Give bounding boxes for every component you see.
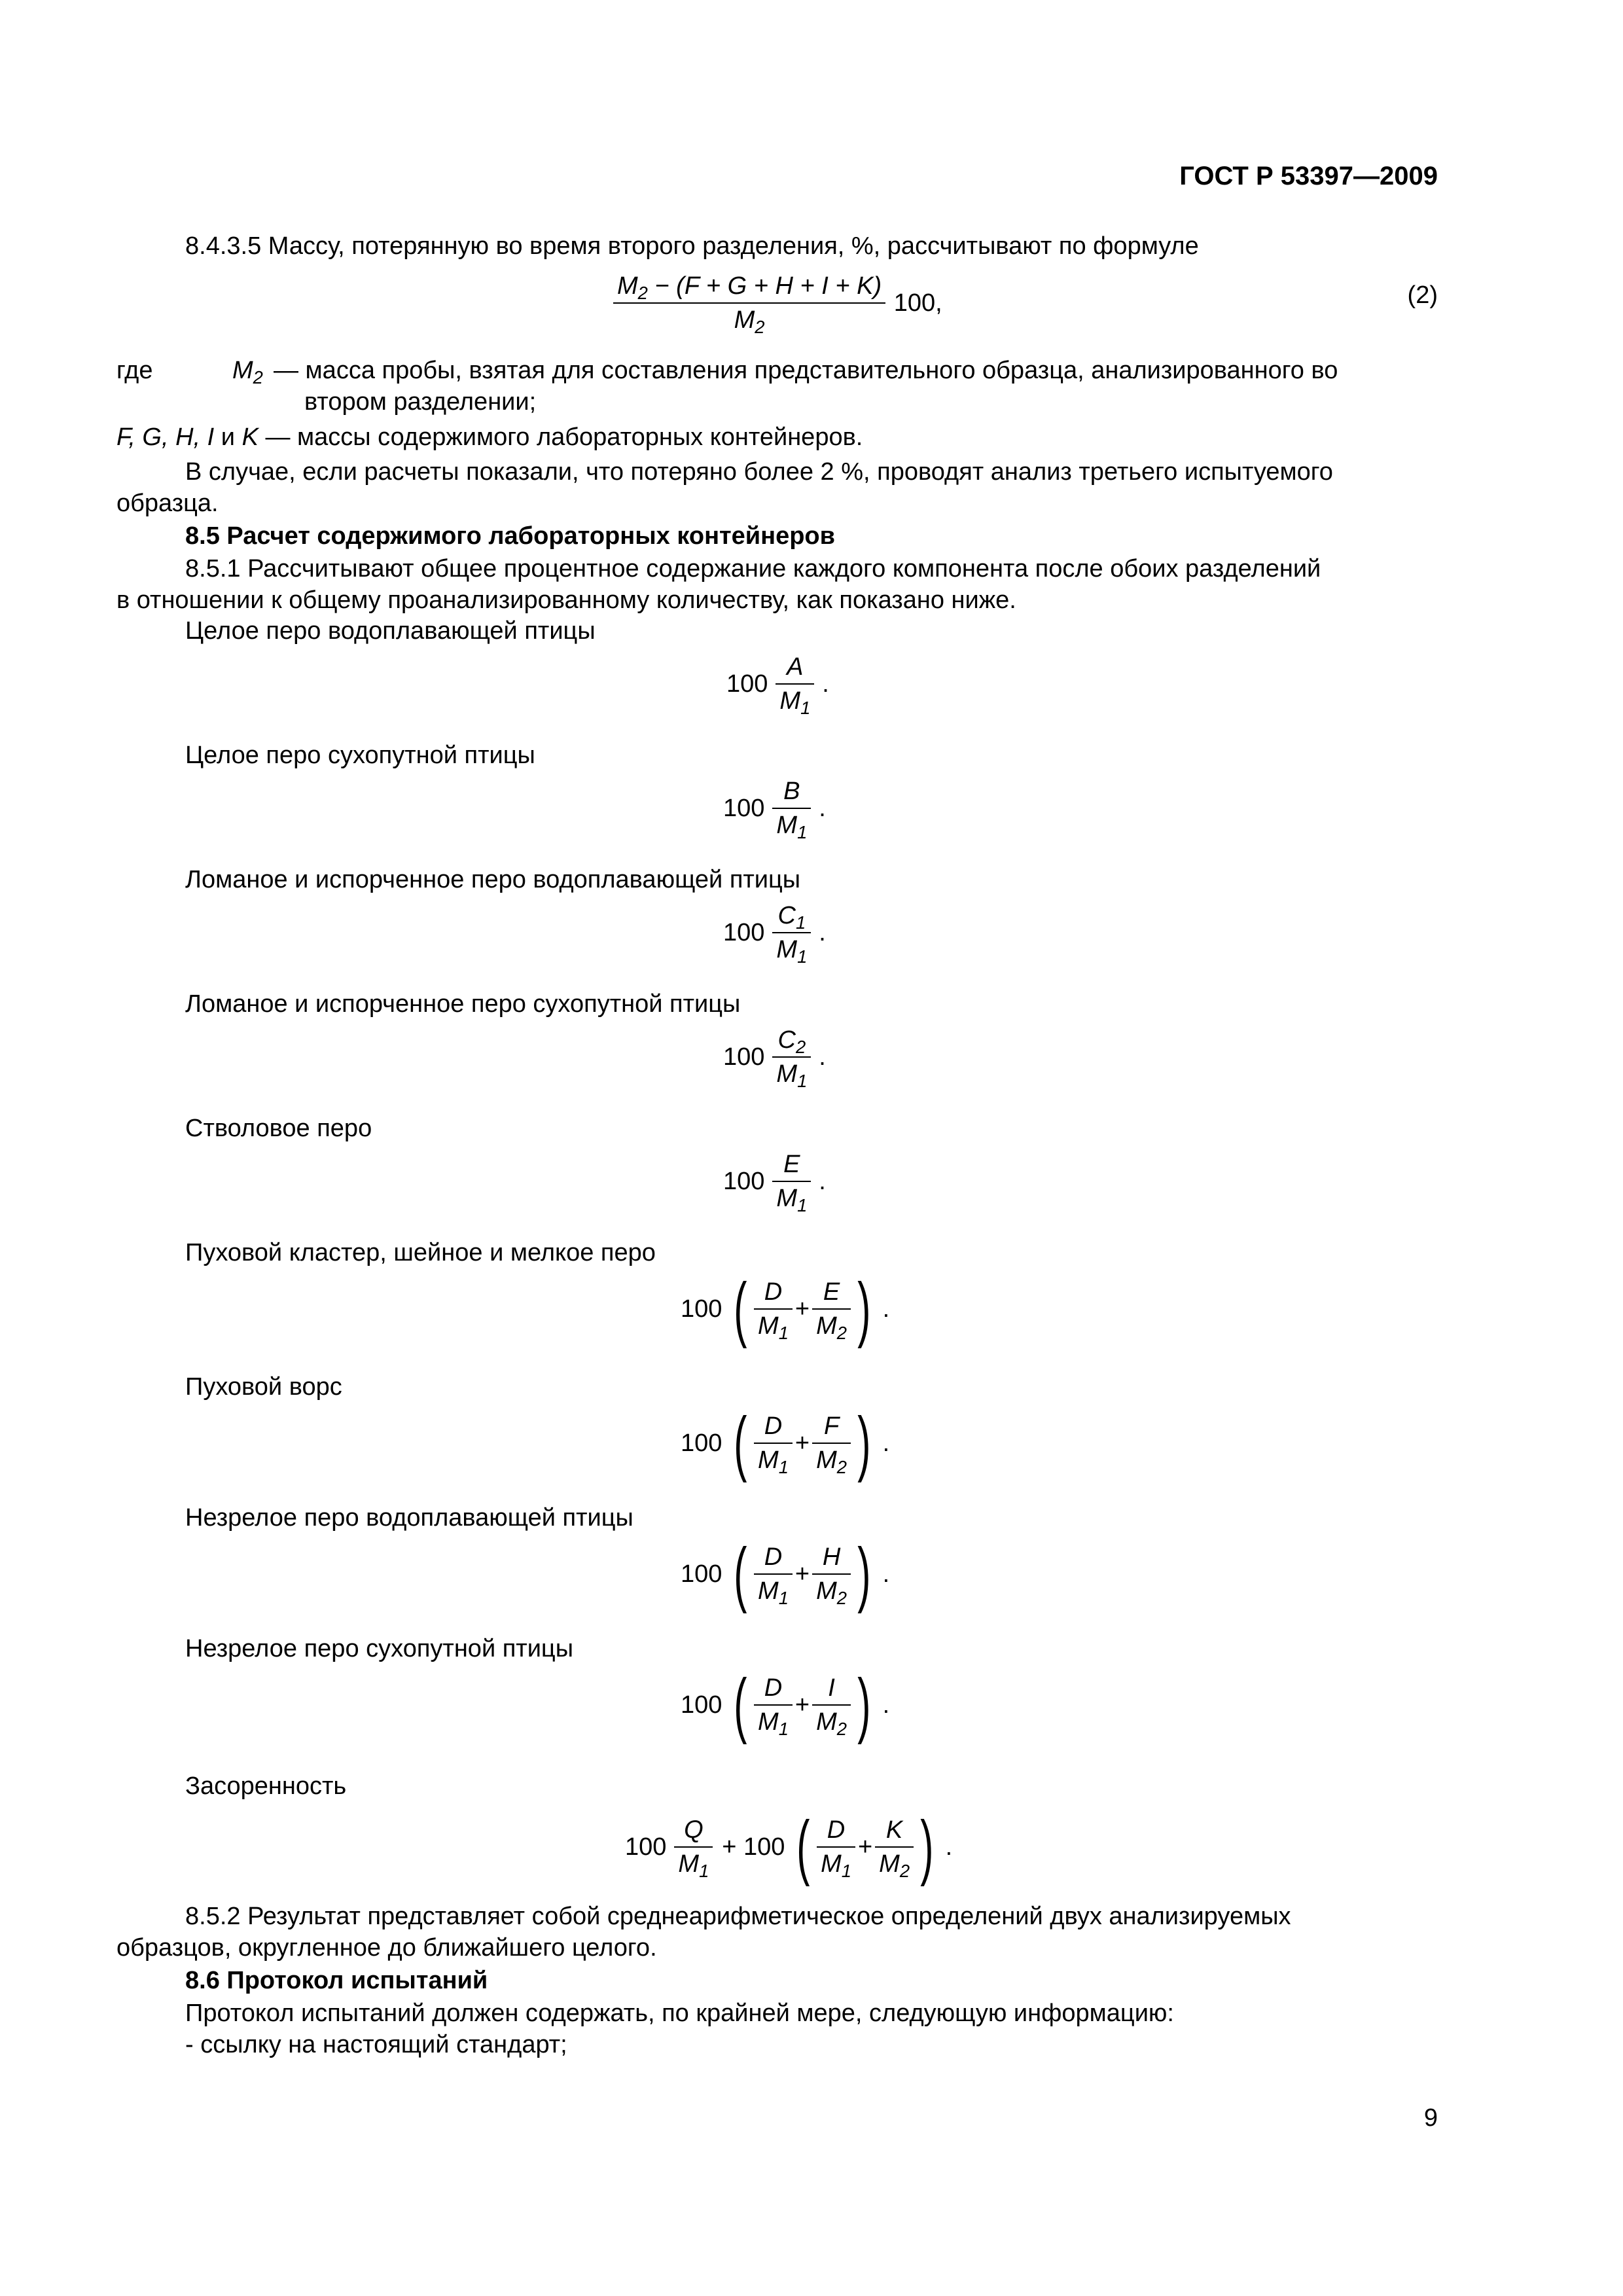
component-formula: 100 ( $\frac{D}{M_1}$ + $\frac{H}{M_2}$ ) . <box>681 1534 890 1614</box>
where-label: где <box>116 357 153 384</box>
component-label: Целое перо сухопутной птицы <box>185 742 535 769</box>
component-formula: 100 ( $\frac{D}{M_1}$ + $\frac{E}{M_2}$ ) . <box>681 1268 890 1349</box>
where-symbol: $M_2$ <box>232 357 263 388</box>
clause-8-5-1-line-2: в отношении к общему проанализированному количеству, как показано ниже. <box>116 586 1016 614</box>
page-number: 9 <box>1423 2104 1438 2132</box>
formula-2 <box>612 272 949 338</box>
litter-formula: 100 $\frac{Q}{M_1}$ + 100 ( $\frac{D}{M_1}$ + $\frac{K}{M_2}$ ) . <box>625 1806 953 1887</box>
clause-8-5-1-line-1: 8.5.1 Рассчитывают общее процентное содержание каждого компонента после обоих разделений <box>185 555 1321 583</box>
formula-2-tail: 100, <box>893 289 942 317</box>
component-label: Пуховой ворс <box>185 1373 342 1401</box>
component-formula: 100 $\frac{C_2}{M_1}$ . <box>723 1026 826 1092</box>
component-formula: 100 ( $\frac{D}{M_1}$ + $\frac{F}{M_2}$ ) . <box>681 1403 890 1483</box>
equation-number: (2) <box>1407 281 1438 309</box>
component-formula: 100 $\frac{E}{M_1}$ . <box>723 1151 826 1216</box>
protocol-line-1: Протокол испытаний должен содержать, по крайней мере, следующую информацию: <box>185 2000 1174 2027</box>
clause-8-5-2-line-2: образцов, округленное до ближайшего целого. <box>116 1934 657 1962</box>
section-8-6-heading: 8.6 Протокол испытаний <box>185 1967 488 1994</box>
where-desc-2: втором разделении; <box>304 388 537 416</box>
document-header: ГОСТ Р 53397—2009 <box>1179 162 1438 190</box>
component-label: Незрелое перо сухопутной птицы <box>185 1635 574 1662</box>
component-label: Пуховой кластер, шейное и мелкое перо <box>185 1239 656 1266</box>
component-formula: 100 $\frac{C_1}{M_1}$ . <box>723 902 826 967</box>
protocol-line-2: - ссылку на настоящий стандарт; <box>185 2031 567 2058</box>
component-label: Ломаное и испорченное перо сухопутной птицы <box>185 990 741 1018</box>
component-formula: 100 ( $\frac{D}{M_1}$ + $\frac{I}{M_2}$ ) . <box>681 1664 890 1745</box>
section-8-5-heading: 8.5 Расчет содержимого лабораторных контейнеров <box>185 522 835 550</box>
note-line-2: образца. <box>116 490 219 517</box>
component-formula: 100 $\frac{A}{M_1}$ . <box>726 653 829 719</box>
where-desc-1: — масса пробы, взятая для составления представительного образца, анализированного во <box>274 357 1338 384</box>
component-label: Целое перо водоплавающей птицы <box>185 617 596 645</box>
clause-8-5-2-line-1: 8.5.2 Результат представляет собой среднеарифметическое определений двух анализируемых <box>185 1903 1291 1930</box>
note-line-1: В случае, если расчеты показали, что потеряно более 2 %, проводят анализ третьего испытуемого <box>185 458 1333 486</box>
component-label: Ломаное и испорченное перо водоплавающей птицы <box>185 866 801 893</box>
component-formula: 100 $\frac{B}{M_1}$ . <box>723 778 826 843</box>
component-label: Стволовое перо <box>185 1115 372 1142</box>
clause-8-4-3-5: 8.4.3.5 Массу, потерянную во время второго разделения, %, рассчитывают по формуле <box>185 232 1199 260</box>
litter-label: Засоренность <box>185 1772 347 1800</box>
where-line-2: F, G, H, I и K — массы содержимого лабораторных контейнеров. <box>116 423 863 451</box>
component-label: Незрелое перо водоплавающей птицы <box>185 1504 633 1532</box>
formula-2-fraction: $\frac{M_2 - (F + G + H + I + K)}{M_2}$ <box>613 274 885 332</box>
